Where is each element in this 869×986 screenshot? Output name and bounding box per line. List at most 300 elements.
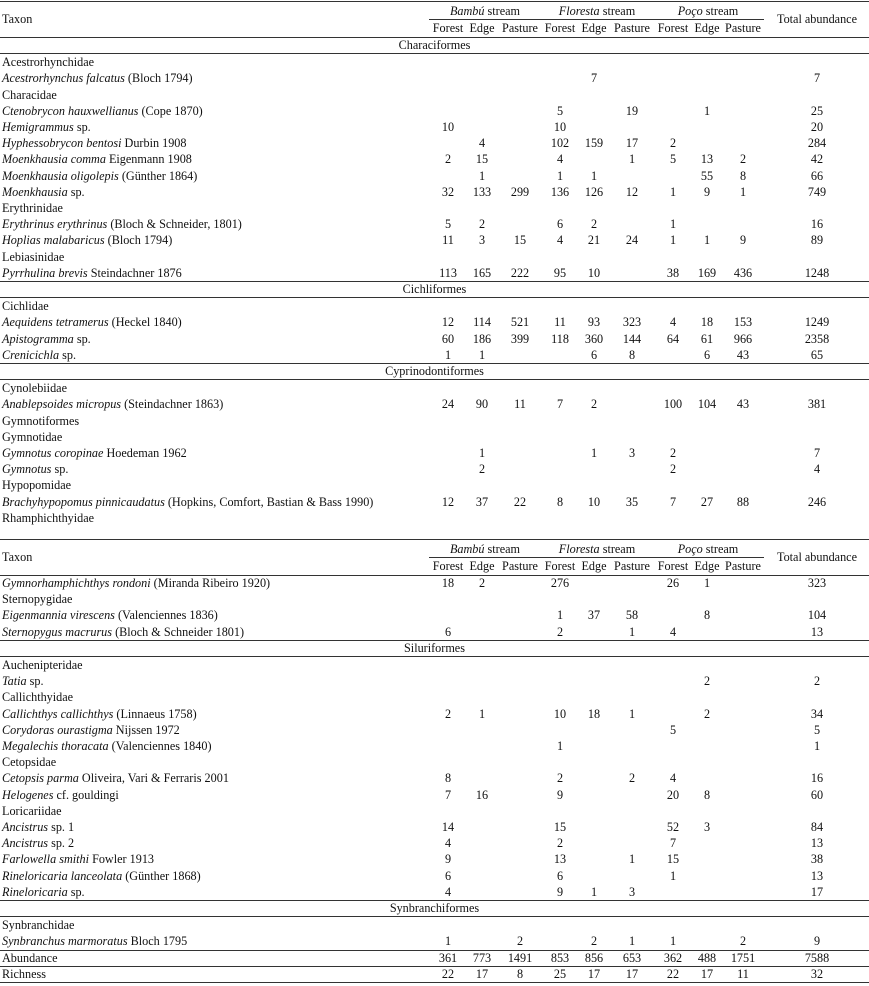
habitat-header: Pasture xyxy=(614,21,650,35)
species-scientific-name: Aequidens tetramerus xyxy=(2,315,109,330)
species-name xyxy=(2,933,187,949)
family-name: Rhamphichthyidae xyxy=(2,510,95,525)
total-value: 13 xyxy=(810,624,824,639)
species-authority: cf. gouldingi xyxy=(53,787,119,802)
species-name xyxy=(2,232,172,248)
abundance-value: 8 xyxy=(703,608,711,623)
abundance-value: 3 xyxy=(703,820,711,834)
order-name: Cyprinodontiformes xyxy=(385,364,484,378)
abundance-value: 11 xyxy=(737,966,749,981)
abundance-value: 20 xyxy=(666,787,680,802)
stream-suffix: stream xyxy=(484,542,521,556)
total-value: 34 xyxy=(810,706,824,721)
abundance-value: 7 xyxy=(590,71,598,86)
abundance-value: 1 xyxy=(478,706,486,721)
abundance-value: 1 xyxy=(669,868,677,883)
abundance-value: 93 xyxy=(587,315,601,330)
species-name xyxy=(2,607,218,623)
abundance-value: 2 xyxy=(703,706,711,721)
species-authority: Oliveira, Vari & Ferraris 2001 xyxy=(78,771,229,786)
abundance-value: 25 xyxy=(553,966,567,981)
habitat-header: Edge xyxy=(469,559,495,573)
species-scientific-name: Rineloricaria xyxy=(2,884,68,899)
abundance-value: 361 xyxy=(438,950,458,965)
abundance-value: 17 xyxy=(625,136,639,151)
abundance-value: 5 xyxy=(556,103,564,118)
abundance-value: 2 xyxy=(516,934,524,949)
species-scientific-name: Megalechis thoracata xyxy=(2,739,109,753)
total-value: 65 xyxy=(810,347,824,362)
abundance-value: 22 xyxy=(441,966,455,981)
species-name xyxy=(2,738,212,754)
species-authority: (Bloch 1794) xyxy=(104,233,173,248)
abundance-value: 2 xyxy=(669,136,677,151)
abundance-value: 4 xyxy=(556,233,564,248)
species-name xyxy=(2,168,197,184)
stream-suffix: stream xyxy=(702,542,739,556)
abundance-value: 6 xyxy=(556,868,564,883)
species-scientific-name: Gymnotus coropinae xyxy=(2,446,104,460)
abundance-value: 27 xyxy=(700,494,714,509)
abundance-value: 133 xyxy=(472,184,492,199)
abundance-value: 521 xyxy=(510,315,530,330)
abundance-value: 13 xyxy=(700,152,714,167)
habitat-header: Edge xyxy=(581,559,607,573)
abundance-value: 4 xyxy=(669,624,677,639)
total-value: 13 xyxy=(810,868,824,883)
abundance-value: 3 xyxy=(478,233,486,248)
abundance-value: 100 xyxy=(663,397,683,412)
abundance-value: 7 xyxy=(556,397,564,412)
abundance-value: 1751 xyxy=(730,950,756,965)
abundance-value: 853 xyxy=(550,950,570,965)
species-name xyxy=(2,265,182,281)
stream-suffix: stream xyxy=(599,542,636,556)
abundance-value: 323 xyxy=(622,315,642,330)
abundance-value: 3 xyxy=(628,446,636,460)
species-scientific-name: Rineloricaria lanceolata xyxy=(2,868,123,883)
abundance-value: 2 xyxy=(478,462,486,477)
species-name xyxy=(2,722,180,738)
abundance-value: 1 xyxy=(478,168,486,183)
total-value: 16 xyxy=(810,771,824,786)
family-name: Synbranchidae xyxy=(2,918,75,933)
abundance-value: 37 xyxy=(475,494,489,509)
abundance-value: 488 xyxy=(697,950,717,965)
species-scientific-name: Moenkhausia comma xyxy=(2,152,106,167)
order-rule-bottom xyxy=(0,916,869,917)
abundance-value: 22 xyxy=(513,494,527,509)
abundance-value: 2 xyxy=(739,934,747,949)
species-scientific-name: Corydoras ourastigma xyxy=(2,722,113,737)
species-scientific-name: Sternopygus macrurus xyxy=(2,624,113,639)
abundance-value: 1 xyxy=(669,217,677,232)
stream-header xyxy=(648,3,768,19)
stream-header xyxy=(425,541,545,557)
species-authority: (Günther 1868) xyxy=(122,868,201,883)
abundance-value: 436 xyxy=(733,265,753,280)
species-authority: sp. xyxy=(51,462,69,477)
abundance-value: 9 xyxy=(703,184,711,199)
abundance-value: 38 xyxy=(666,265,680,280)
abundance-value: 24 xyxy=(441,397,455,412)
family-name: Loricariidae xyxy=(2,803,62,818)
abundance-value: 9 xyxy=(556,884,564,899)
summary-label: Abundance xyxy=(2,950,58,965)
stream-name: Poço xyxy=(677,4,703,18)
abundance-value: 60 xyxy=(441,331,455,346)
species-authority: (Bloch & Schneider, 1801) xyxy=(107,217,242,232)
species-authority: sp. 1 xyxy=(48,820,75,834)
abundance-value: 118 xyxy=(551,331,569,346)
family-name: Cichlidae xyxy=(2,299,49,314)
family-name: Acestrorhynchidae xyxy=(2,55,95,70)
order-name: Synbranchiformes xyxy=(389,901,480,915)
species-name xyxy=(2,835,74,851)
abundance-value: 43 xyxy=(736,347,750,362)
abundance-value: 6 xyxy=(444,624,452,639)
abundance-value: 11 xyxy=(514,397,526,412)
total-value: 246 xyxy=(807,494,827,509)
summary-label: Richness xyxy=(2,966,47,981)
abundance-value: 2 xyxy=(556,624,564,639)
abundance-value: 5 xyxy=(669,152,677,167)
abundance-value: 1 xyxy=(703,233,711,248)
abundance-value: 17 xyxy=(475,966,489,981)
abundance-value: 360 xyxy=(584,331,604,346)
species-authority: sp. xyxy=(73,120,91,134)
abundance-value: 1 xyxy=(556,168,564,183)
species-scientific-name: Hyphessobrycon bentosi xyxy=(2,136,122,151)
habitat-header: Pasture xyxy=(502,559,538,573)
abundance-value: 4 xyxy=(556,152,564,167)
species-name xyxy=(2,396,223,412)
family-name: Sternopygidae xyxy=(2,592,73,607)
order-name: Cichliformes xyxy=(402,282,467,296)
species-scientific-name: Ancistrus xyxy=(2,820,49,834)
taxon-header: Taxon xyxy=(2,550,33,564)
abundance-value: 19 xyxy=(625,103,639,118)
species-authority: sp. 2 xyxy=(48,836,75,851)
species-name xyxy=(2,706,197,722)
total-value: 104 xyxy=(807,608,827,623)
family-name: Hypopomidae xyxy=(2,478,72,493)
abundance-value: 6 xyxy=(590,347,598,362)
abundance-value: 17 xyxy=(700,966,714,981)
stream-header xyxy=(425,3,545,19)
abundance-value: 165 xyxy=(472,265,492,280)
species-authority: (Linnaeus 1758) xyxy=(113,706,197,721)
stream-name: Floresta xyxy=(558,4,600,18)
species-authority: sp. xyxy=(67,184,85,199)
abundance-value: 186 xyxy=(472,331,492,346)
abundance-value: 32 xyxy=(441,184,455,199)
abundance-value: 2 xyxy=(669,462,677,477)
abundance-value: 126 xyxy=(584,184,604,199)
species-name xyxy=(2,819,74,835)
species-scientific-name: Acestrorhynchus falcatus xyxy=(2,71,125,86)
species-authority: (Hopkins, Comfort, Bastian & Bass 1990) xyxy=(164,494,374,509)
total-value: 7 xyxy=(813,71,821,86)
species-authority: sp. xyxy=(26,674,44,689)
abundance-value: 2 xyxy=(739,152,747,167)
species-authority: (Günther 1864) xyxy=(118,168,198,183)
stream-header xyxy=(537,3,657,19)
total-value: 66 xyxy=(810,168,824,183)
species-scientific-name: Erythrinus erythrinus xyxy=(2,217,108,232)
species-authority: sp. xyxy=(59,347,77,362)
abundance-value: 64 xyxy=(666,331,680,346)
abundance-value: 5 xyxy=(444,217,452,232)
abundance-value: 58 xyxy=(625,608,639,623)
species-name xyxy=(2,216,242,232)
species-scientific-name: Moenkhausia xyxy=(2,184,68,199)
stream-suffix: stream xyxy=(484,4,521,18)
abundance-value: 4 xyxy=(444,884,452,899)
abundance-value: 9 xyxy=(556,787,564,802)
total-value: 32 xyxy=(810,966,824,981)
abundance-value: 114 xyxy=(473,315,491,330)
abundance-value: 2 xyxy=(478,217,486,232)
family-name: Erythrinidae xyxy=(2,201,63,215)
species-name xyxy=(2,347,76,363)
abundance-value: 8 xyxy=(444,771,452,786)
total-value: 84 xyxy=(810,820,824,834)
stream-name: Bambú xyxy=(449,542,485,556)
abundance-value: 1 xyxy=(669,184,677,199)
total-value: 1248 xyxy=(804,265,830,280)
species-authority: (Miranda Ribeiro 1920) xyxy=(150,576,271,590)
habitat-header: Forest xyxy=(544,559,576,573)
abundance-value: 856 xyxy=(584,950,604,965)
abundance-value: 14 xyxy=(441,820,455,834)
total-value: 25 xyxy=(810,103,824,118)
abundance-value: 2 xyxy=(590,397,598,412)
species-name xyxy=(2,331,91,347)
summary-rule xyxy=(0,982,869,983)
total-header: Total abundance xyxy=(776,550,858,564)
abundance-value: 6 xyxy=(703,347,711,362)
order-name: Siluriformes xyxy=(404,640,465,655)
habitat-header: Pasture xyxy=(725,21,761,35)
abundance-value: 1 xyxy=(703,103,711,118)
abundance-value: 1 xyxy=(556,608,564,623)
stream-suffix: stream xyxy=(702,4,739,18)
total-value: 749 xyxy=(807,184,827,199)
abundance-value: 2 xyxy=(669,446,677,460)
abundance-value: 2 xyxy=(590,217,598,232)
abundance-value: 153 xyxy=(733,315,753,330)
family-name: Characidae xyxy=(2,87,57,102)
species-scientific-name: Hemigrammus xyxy=(2,120,74,134)
total-value: 13 xyxy=(810,836,824,851)
abundance-value: 37 xyxy=(587,608,601,623)
species-name xyxy=(2,70,193,86)
abundance-value: 966 xyxy=(733,331,753,346)
species-name xyxy=(2,575,270,591)
abundance-value: 7 xyxy=(669,836,677,851)
abundance-value: 6 xyxy=(556,217,564,232)
total-value: 1249 xyxy=(804,315,830,330)
abundance-value: 18 xyxy=(700,315,714,330)
total-value: 2 xyxy=(813,674,821,689)
abundance-value: 11 xyxy=(442,233,454,248)
abundance-value: 4 xyxy=(669,315,677,330)
abundance-value: 136 xyxy=(550,184,570,199)
abundance-value: 22 xyxy=(666,966,680,981)
habitat-header: Edge xyxy=(581,21,607,35)
abundance-value: 7 xyxy=(669,494,677,509)
taxon-header: Taxon xyxy=(2,12,33,26)
abundance-value: 15 xyxy=(553,820,567,834)
abundance-value: 144 xyxy=(622,331,642,346)
abundance-value: 1 xyxy=(444,347,452,362)
abundance-value: 1491 xyxy=(507,950,533,965)
total-value: 17 xyxy=(810,884,824,899)
habitat-header: Forest xyxy=(544,21,576,35)
abundance-value: 26 xyxy=(666,576,680,590)
species-authority: Nijssen 1972 xyxy=(112,722,180,737)
abundance-value: 222 xyxy=(510,265,530,280)
abundance-value: 773 xyxy=(472,950,492,965)
species-scientific-name: Apistogramma xyxy=(2,331,74,346)
total-value: 381 xyxy=(807,397,827,412)
abundance-value: 88 xyxy=(736,494,750,509)
species-name xyxy=(2,314,182,330)
abundance-value: 1 xyxy=(444,934,452,949)
abundance-value: 113 xyxy=(439,265,457,280)
order-rule-bottom xyxy=(0,53,869,54)
abundance-value: 7 xyxy=(444,787,452,802)
species-scientific-name: Gymnorhamphichthys rondoni xyxy=(2,576,151,590)
stream-name: Bambú xyxy=(449,4,485,18)
abundance-value: 2 xyxy=(703,674,711,689)
species-authority: (Valenciennes 1840) xyxy=(108,739,212,753)
habitat-header: Edge xyxy=(694,559,720,573)
family-name: Lebiasinidae xyxy=(2,249,65,264)
stream-name: Poço xyxy=(677,542,703,556)
abundance-value: 8 xyxy=(628,347,636,362)
abundance-value: 15 xyxy=(475,152,489,167)
abundance-value: 2 xyxy=(478,576,486,590)
species-scientific-name: Pyrrhulina brevis xyxy=(2,265,88,280)
abundance-value: 95 xyxy=(553,265,567,280)
family-name: Cynolebiidae xyxy=(2,381,67,396)
abundance-value: 16 xyxy=(475,787,489,802)
abundance-value: 6 xyxy=(444,868,452,883)
habitat-header: Pasture xyxy=(725,559,761,573)
species-name xyxy=(2,787,119,803)
abundance-value: 104 xyxy=(697,397,717,412)
abundance-value: 10 xyxy=(587,265,601,280)
abundance-value: 1 xyxy=(628,934,636,949)
species-name xyxy=(2,673,44,689)
abundance-value: 43 xyxy=(736,397,750,412)
total-value: 323 xyxy=(807,576,827,590)
abundance-value: 8 xyxy=(516,966,524,981)
stream-header xyxy=(537,541,657,557)
species-authority: sp. xyxy=(73,331,91,346)
family-name: Gymnotidae xyxy=(2,429,63,444)
abundance-value: 3 xyxy=(628,884,636,899)
abundance-value: 61 xyxy=(700,331,714,346)
abundance-value: 12 xyxy=(441,315,455,330)
species-name xyxy=(2,445,187,461)
abundance-value: 11 xyxy=(554,315,566,330)
abundance-value: 17 xyxy=(587,966,601,981)
stream-header xyxy=(648,541,768,557)
abundance-value: 2 xyxy=(556,771,564,786)
abundance-value: 362 xyxy=(663,950,683,965)
species-name xyxy=(2,884,85,900)
habitat-header: Pasture xyxy=(502,21,538,35)
species-authority: Eigenmann 1908 xyxy=(105,152,192,167)
abundance-value: 52 xyxy=(666,820,680,834)
abundance-value: 18 xyxy=(587,706,601,721)
habitat-header: Edge xyxy=(694,21,720,35)
abundance-value: 2 xyxy=(590,934,598,949)
abundance-value: 4 xyxy=(478,136,486,151)
order-rule-bottom xyxy=(0,656,869,657)
abundance-value: 21 xyxy=(587,233,601,248)
species-scientific-name: Callichthys callichthys xyxy=(2,706,114,721)
habitat-header: Forest xyxy=(432,21,464,35)
abundance-value: 9 xyxy=(444,852,452,867)
species-name xyxy=(2,624,244,640)
order-rule-bottom xyxy=(0,297,869,298)
total-value: 89 xyxy=(810,233,824,248)
total-header: Total abundance xyxy=(776,12,858,26)
total-value: 16 xyxy=(810,217,824,232)
species-scientific-name: Crenicichla xyxy=(2,347,60,362)
abundance-value: 17 xyxy=(625,966,639,981)
species-name xyxy=(2,135,186,151)
abundance-value: 169 xyxy=(697,265,717,280)
species-name xyxy=(2,770,229,786)
species-authority: Hoedeman 1962 xyxy=(103,446,187,460)
stream-name: Floresta xyxy=(558,542,600,556)
total-value: 42 xyxy=(810,152,824,167)
species-scientific-name: Gymnotus xyxy=(2,462,52,477)
abundance-value: 1 xyxy=(628,706,636,721)
species-authority: (Bloch & Schneider 1801) xyxy=(112,624,245,639)
abundance-value: 8 xyxy=(556,494,564,509)
species-authority: (Valenciennes 1836) xyxy=(114,608,218,623)
abundance-value: 35 xyxy=(625,494,639,509)
habitat-header: Edge xyxy=(469,21,495,35)
species-scientific-name: Helogenes xyxy=(2,787,54,802)
abundance-value: 8 xyxy=(703,787,711,802)
total-value: 284 xyxy=(807,136,827,151)
family-name: Gymnotiformes xyxy=(2,413,80,428)
species-name xyxy=(2,184,85,200)
species-scientific-name: Moenkhausia oligolepis xyxy=(2,168,119,183)
abundance-value: 399 xyxy=(510,331,530,346)
abundance-value: 10 xyxy=(553,120,567,134)
abundance-value: 13 xyxy=(553,852,567,867)
species-name xyxy=(2,868,201,884)
table-top-rule xyxy=(0,1,869,2)
abundance-value: 159 xyxy=(584,136,604,151)
abundance-value: 15 xyxy=(666,852,680,867)
abundance-value: 15 xyxy=(513,233,527,248)
family-name: Cetopsidae xyxy=(2,755,57,770)
abundance-value: 10 xyxy=(441,120,455,134)
abundance-value: 102 xyxy=(550,136,570,151)
abundance-value: 299 xyxy=(510,184,530,199)
abundance-value: 4 xyxy=(669,771,677,786)
species-name xyxy=(2,494,373,510)
